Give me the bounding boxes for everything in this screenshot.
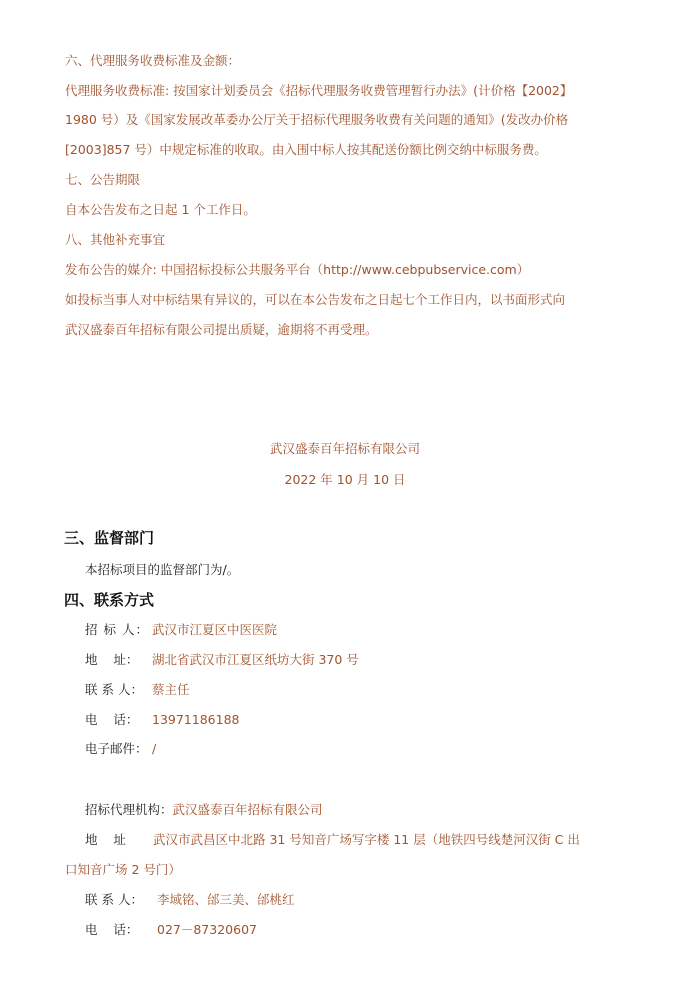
agency-address-value: 武汉市武昌区中北路 31 号知音广场写字楼 11 层（地铁四号线楚河汉街 C 出: [153, 832, 580, 847]
address-value: 湖北省武汉市江夏区纸坊大街 370 号: [152, 652, 359, 667]
section-8-objection-line-1: 如投标当事人对中标结果有异议的，可以在本公告发布之日起七个工作日内，以书面形式向: [65, 292, 566, 307]
agency-value: 武汉盛泰百年招标有限公司: [172, 802, 323, 817]
contact-value: 蔡主任: [152, 682, 190, 697]
email-label: 电子邮件：: [85, 741, 148, 756]
contact-label: 联 系 人：: [85, 682, 143, 697]
section-6-text-line-1: 代理服务收费标准: 按国家计划委员会《招标代理服务收费管理暂行办法》(计价格【2002】: [65, 83, 573, 98]
agency-contact-label: 联 系 人：: [85, 892, 143, 907]
tenderer-value: 武汉市江夏区中医医院: [152, 622, 278, 637]
agency-contact-value: 李域铭、邰三美、邰桃红: [157, 892, 295, 907]
supervision-text: 本招标项目的监督部门为/。: [85, 562, 240, 577]
address-label: 地 址：: [85, 652, 139, 667]
email-row: [85, 741, 156, 757]
agency-address-label: 地 址: [85, 832, 126, 847]
agency-row: [85, 802, 323, 818]
tenderer-label: 招 标 人：: [85, 622, 149, 637]
agency-contact-row: [85, 892, 295, 908]
agency-address-continued: 口知音广场 2 号门）: [65, 862, 181, 877]
agency-label: 招标代理机构：: [85, 802, 173, 817]
section-3-heading: 三、监督部门: [64, 529, 155, 547]
agency-phone-label: 电 话：: [85, 922, 139, 937]
agency-address-row: [85, 832, 580, 848]
section-8-heading: 八、其他补充事宜: [65, 232, 166, 247]
tenderer-row: [85, 622, 277, 638]
agency-phone-row: [85, 922, 257, 938]
section-6-text-line-2: 1980 号）及《国家发展改革委办公厅关于招标代理服务收费有关问题的通知》(发改办价格: [65, 112, 569, 127]
phone-value: 13971186188: [152, 712, 240, 727]
section-7-heading: 七、公告期限: [65, 172, 141, 187]
signature-date: 2022 年 10 月 10 日: [284, 472, 406, 487]
section-6-heading: 六、代理服务收费标准及金额：: [65, 53, 241, 68]
signature-company: 武汉盛泰百年招标有限公司: [269, 441, 420, 456]
email-value: /: [152, 741, 157, 756]
agency-phone-value: 027－87320607: [157, 922, 257, 937]
phone-label: 电 话：: [85, 712, 139, 727]
section-6-text-line-3: [2003]857 号）中规定标准的收取。由入围中标人按其配送份额比例交纳中标服务费。: [65, 142, 547, 157]
phone-row: [85, 712, 239, 728]
section-7-text: 自本公告发布之日起 1 个工作日。: [65, 202, 256, 217]
address-row: [85, 652, 359, 668]
section-8-media-text: 发布公告的媒介: 中国招标投标公共服务平台（http://www.cebpubservice.com）: [65, 262, 530, 277]
section-8-objection-line-2: 武汉盛泰百年招标有限公司提出质疑，逾期将不再受理。: [65, 322, 378, 337]
section-4-heading: 四、联系方式: [64, 591, 155, 609]
contact-row: [85, 682, 190, 698]
